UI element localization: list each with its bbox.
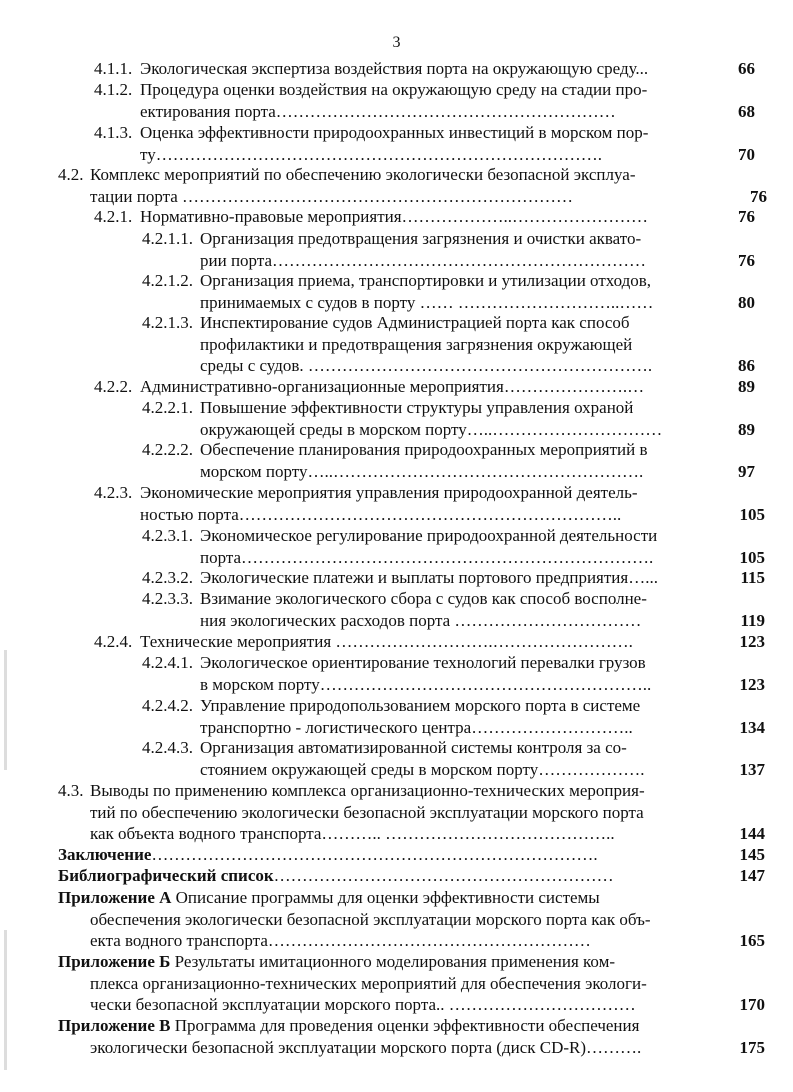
toc-entry-page: 66 bbox=[738, 59, 755, 78]
toc-entry-line: Повышение эффективности структуры управления охраной bbox=[200, 398, 634, 417]
toc-entry-heading: Приложение А bbox=[58, 888, 172, 907]
toc-entry-page: 119 bbox=[740, 610, 765, 630]
toc-entry-page: 80 bbox=[738, 292, 755, 312]
toc-entry-line: обеспечения экологически безопасной эксплуатации морского порта как объ- bbox=[90, 909, 651, 929]
toc-entry-number: 4.3. bbox=[58, 781, 84, 800]
toc-entry-line: стоянием окружающей среды в морском порту………………. bbox=[200, 759, 645, 779]
toc-entry bbox=[94, 79, 755, 122]
toc-entry-page: 89 bbox=[738, 419, 755, 439]
toc-entry-number: 4.2.4.3. bbox=[142, 738, 193, 757]
toc-entry-line-rest: Результаты имитационного моделирования применения ком- bbox=[170, 952, 616, 971]
toc-entry bbox=[58, 780, 765, 845]
toc-entry-line: екта водного транспорта………………………………………………… bbox=[90, 931, 591, 950]
toc-entry-page: 165 bbox=[739, 931, 765, 950]
toc-entry-heading: Приложение В bbox=[58, 1016, 171, 1035]
toc-entry bbox=[142, 695, 765, 738]
toc-entry bbox=[142, 312, 755, 377]
toc-entry-line: Организация приема, транспортировки и утилизации отходов, bbox=[200, 271, 652, 290]
toc-entry-line: Экологическая экспертиза воздействия порта на окружающую среду... bbox=[140, 59, 649, 78]
toc-entry-page: 76 bbox=[738, 207, 755, 226]
toc-entry-line: Административно-организационные мероприятия………………….… bbox=[140, 377, 645, 396]
toc-entry-number: 4.1.1. bbox=[94, 59, 133, 78]
toc-entry bbox=[142, 737, 765, 780]
toc-entry bbox=[142, 228, 755, 271]
toc-entry bbox=[58, 164, 767, 207]
toc-entry-page: 134 bbox=[739, 717, 765, 737]
toc-entry-line: Нормативно-правовые мероприятия………………..…………………… bbox=[140, 207, 649, 226]
toc-entry-line bbox=[58, 844, 723, 866]
toc-entry-number: 4.2.3. bbox=[94, 483, 133, 502]
toc-entry bbox=[94, 376, 755, 398]
toc-entry-number: 4.2.3.3. bbox=[142, 589, 193, 608]
toc-entry-line: ния экологических расходов порта …………………………… bbox=[200, 610, 642, 630]
toc-entry bbox=[142, 525, 765, 568]
toc-entry-page: 137 bbox=[739, 759, 765, 779]
toc-entry-line-rest: Программа для проведения оценки эффективности обеспечения bbox=[170, 1016, 640, 1035]
toc-entry-line: Технические мероприятия ……………………….……………………. bbox=[140, 632, 633, 651]
toc-entry-page: 68 bbox=[738, 101, 755, 121]
toc-entry-line bbox=[58, 887, 723, 909]
toc-entry-line: ностью порта………………………………………………………….. bbox=[140, 504, 622, 524]
toc-entry-number: 4.2.1. bbox=[94, 207, 133, 226]
toc-entry bbox=[58, 1015, 765, 1058]
toc-entry-line: плекса организационно-технических мероприятий для обеспечения экологи- bbox=[90, 973, 647, 993]
toc-entry-number: 4.1.2. bbox=[94, 80, 133, 99]
toc-entry-line: экологически безопасной эксплуатации морского порта (диск CD-R)………. bbox=[90, 1037, 642, 1057]
toc-entry-number: 4.2.1.1. bbox=[142, 229, 193, 248]
toc-entry-line: Процедура оценки воздействия на окружающую среду на стадии про- bbox=[140, 80, 648, 99]
toc-entry-line: Комплекс мероприятий по обеспечению экологически безопасной эксплуа- bbox=[90, 165, 636, 184]
toc-entry-page: 105 bbox=[739, 504, 765, 524]
toc-entry bbox=[142, 567, 765, 589]
toc-entry-number: 4.2. bbox=[58, 165, 84, 184]
toc-entry-line: морском порту…..………………………………………………. bbox=[200, 461, 644, 481]
toc-entry-heading: Библиографический список bbox=[58, 866, 274, 885]
toc-entry-page: 115 bbox=[740, 568, 765, 587]
toc-entry-line-rest: …………………………………………………… bbox=[273, 866, 614, 885]
toc-entry-line: профилактики и предотвращения загрязнения окружающей bbox=[200, 334, 633, 354]
toc-entry-number: 4.2.3.1. bbox=[142, 526, 193, 545]
toc-entry-line bbox=[58, 865, 723, 887]
toc-entry-number: 4.2.2.1. bbox=[142, 398, 193, 417]
page-number: 3 bbox=[392, 34, 401, 51]
toc-entry-line bbox=[58, 951, 723, 973]
toc-entry bbox=[58, 951, 765, 1016]
toc-entry-line: Взимание экологического сбора с судов как способ восполне- bbox=[200, 589, 647, 608]
toc-entry-line: Экономические мероприятия управления природоохранной деятель- bbox=[140, 483, 638, 502]
toc-entry-page: 170 bbox=[739, 995, 765, 1014]
toc-entry-line: в морском порту………………………………………………….. bbox=[200, 674, 652, 694]
toc-entry-number: 4.2.4.2. bbox=[142, 696, 193, 715]
toc-entry bbox=[58, 887, 765, 952]
toc-entry-number: 4.2.4. bbox=[94, 632, 133, 651]
toc-entry-number: 4.2.3.2. bbox=[142, 568, 193, 587]
toc-entry bbox=[94, 206, 755, 228]
toc-entry-page: 123 bbox=[739, 632, 765, 651]
toc-entry-line-rest: ……………………………………………………………………. bbox=[151, 845, 598, 864]
toc-entry-page: 123 bbox=[739, 674, 765, 694]
toc-entry-page: 70 bbox=[738, 144, 755, 164]
toc-entry-page: 89 bbox=[738, 377, 755, 396]
toc-entry-page: 175 bbox=[739, 1037, 765, 1057]
toc-entry-page: 97 bbox=[738, 461, 755, 481]
toc-entry-line: ектирования порта…………………………………………………… bbox=[140, 101, 616, 121]
toc-entry bbox=[142, 270, 755, 313]
toc-entry bbox=[58, 844, 765, 866]
toc-entry-line: Инспектирование судов Администрацией порта как способ bbox=[200, 313, 630, 332]
toc-entry-line: Управление природопользованием морского порта в системе bbox=[200, 696, 641, 715]
toc-entry-number: 4.2.1.3. bbox=[142, 313, 193, 332]
toc-entry-line: тации порта …………………………………………………………… bbox=[90, 186, 574, 206]
toc-entry bbox=[94, 58, 755, 80]
toc-entry-page: 147 bbox=[739, 866, 765, 885]
toc-entry-line: рии порта………………………………………………………… bbox=[200, 250, 647, 270]
toc-entry-number: 4.2.4.1. bbox=[142, 653, 193, 672]
toc-entry bbox=[94, 122, 755, 165]
toc-entry-line: Экологическое ориентирование технологий перевалки грузов bbox=[200, 653, 646, 672]
toc-entry bbox=[142, 588, 765, 631]
toc-entry-line: как объекта водного транспорта……….. ………………………………….. bbox=[90, 824, 615, 843]
toc-entry-line-rest: Описание программы для оценки эффективности системы bbox=[171, 888, 600, 907]
toc-entry-number: 4.1.3. bbox=[94, 123, 133, 142]
toc-entry-line: тий по обеспечению экологически безопасной эксплуатации морского порта bbox=[90, 802, 644, 822]
scan-artifact bbox=[4, 930, 7, 1070]
toc-entry-line: порта………………………………………………………………. bbox=[200, 547, 654, 567]
toc-entry-page: 86 bbox=[738, 356, 755, 375]
toc-entry-heading: Заключение bbox=[58, 845, 152, 864]
scan-artifact bbox=[4, 650, 7, 770]
toc-entry-page: 145 bbox=[739, 845, 765, 864]
toc-entry-number: 4.2.2.2. bbox=[142, 440, 193, 459]
toc-entry bbox=[58, 865, 765, 887]
toc-entry-line: транспортно - логистического центра……………………….. bbox=[200, 717, 633, 737]
toc-entry bbox=[94, 482, 765, 525]
toc-entry-number: 4.2.1.2. bbox=[142, 271, 193, 290]
toc-entry-line: Экономическое регулирование природоохранной деятельности bbox=[200, 526, 658, 545]
toc-entry-line bbox=[58, 1015, 723, 1037]
toc-entry-line: чески безопасной эксплуатации морского порта.. …………………………… bbox=[90, 995, 636, 1014]
toc-entry-line: Выводы по применению комплекса организационно-технических мероприя- bbox=[90, 781, 645, 800]
toc-entry-page: 105 bbox=[739, 547, 765, 567]
toc-entry-page: 76 bbox=[750, 186, 767, 206]
toc-entry-line: Обеспечение планирования природоохранных мероприятий в bbox=[200, 440, 648, 459]
toc-entry bbox=[142, 397, 755, 440]
toc-entry bbox=[94, 631, 765, 653]
toc-entry-number: 4.2.2. bbox=[94, 377, 133, 396]
toc-entry-page: 144 bbox=[739, 824, 765, 843]
toc-entry bbox=[142, 652, 765, 695]
toc-entry-line: Организация автоматизированной системы контроля за со- bbox=[200, 738, 627, 757]
toc-entry-line: окружающей среды в морском порту…..………………………… bbox=[200, 419, 663, 439]
toc-entry-line: Оценка эффективности природоохранных инвестиций в морском пор- bbox=[140, 123, 649, 142]
toc-entry-page: 76 bbox=[738, 250, 755, 270]
toc-entry-line: ту……………………………………………………………………. bbox=[140, 144, 602, 164]
toc-entry bbox=[142, 439, 755, 482]
toc-entry-line: Организация предотвращения загрязнения и очистки аквато- bbox=[200, 229, 642, 248]
toc-entry-line: принимаемых с судов в порту …… ………………………..…… bbox=[200, 292, 654, 312]
toc-entry-heading: Приложение Б bbox=[58, 952, 171, 971]
toc-entry-line: Экологические платежи и выплаты портового предприятия…... bbox=[200, 568, 658, 587]
toc-entry-line: среды с судов. ……………………………………………………. bbox=[200, 356, 653, 375]
